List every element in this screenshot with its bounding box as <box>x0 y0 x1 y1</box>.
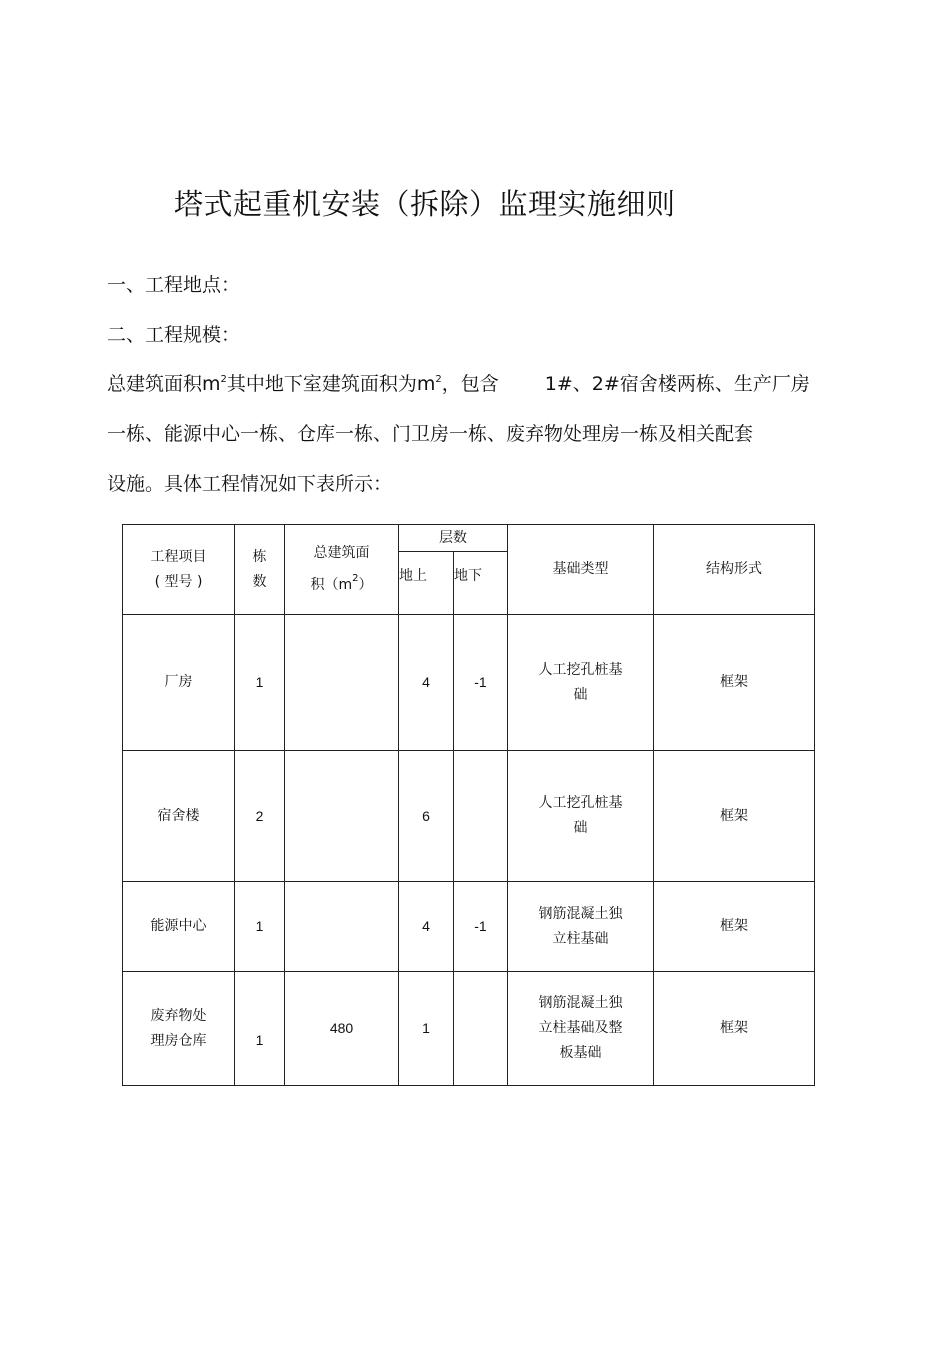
section-heading-location: 一、工程地点： <box>107 274 241 296</box>
superscript: 2 <box>220 374 227 385</box>
header-count: 栋 数 <box>235 525 285 615</box>
header-area: 总建筑面 积$(m^2)$ <box>285 525 399 615</box>
cell-count: 1 <box>235 882 285 972</box>
cell-above: 4 <box>399 615 454 751</box>
cell-structure: 框架 <box>654 615 815 751</box>
cell-structure: 框架 <box>654 751 815 882</box>
cell-foundation: 钢筋混凝土独 立柱基础及整 板基础 <box>508 972 654 1086</box>
text-total-area: 总建筑面积m <box>107 373 221 395</box>
cell-below: -1 <box>454 615 508 751</box>
header-above-ground: 地上 <box>399 552 454 615</box>
header-floors: 层数 <box>399 525 508 552</box>
cell-above: 6 <box>399 751 454 882</box>
paragraph-line-1 <box>107 369 810 396</box>
cell-below: -1 <box>454 882 508 972</box>
cell-below <box>454 751 508 882</box>
cell-name: 废弃物处 理房仓库 <box>123 972 235 1086</box>
cell-area <box>285 751 399 882</box>
paragraph-line-3: 设施。具体工程情况如下表所示： <box>107 473 393 495</box>
cell-name: 厂房 <box>123 615 235 751</box>
cell-area: 480 <box>285 972 399 1086</box>
section-heading-scale: 二、工程规模： <box>107 324 241 346</box>
header-project: 工程项目 ( 型号 ) <box>123 525 235 615</box>
table-header-row <box>123 525 815 552</box>
header-below-ground: 地下 <box>454 552 508 615</box>
table-row <box>123 615 815 751</box>
cell-foundation: 人工挖孔桩基 础 <box>508 615 654 751</box>
project-table <box>122 524 815 1086</box>
text-basement-area: 其中地下室建筑面积为m <box>226 373 436 395</box>
cell-structure: 框架 <box>654 972 815 1086</box>
text-include: ，包含 <box>441 373 499 395</box>
table-row <box>123 972 815 1086</box>
cell-above: 1 <box>399 972 454 1086</box>
cell-above: 4 <box>399 882 454 972</box>
text-buildings: 1#、2#宿舍楼两栋、生产厂房 <box>544 373 810 395</box>
cell-name: 能源中心 <box>123 882 235 972</box>
header-structure: 结构形式 <box>654 525 815 615</box>
cell-foundation: 人工挖孔桩基 础 <box>508 751 654 882</box>
cell-foundation: 钢筋混凝土独 立柱基础 <box>508 882 654 972</box>
table-row <box>123 882 815 972</box>
header-foundation: 基础类型 <box>508 525 654 615</box>
paragraph-line-2: 一栋、能源中心一栋、仓库一栋、门卫房一栋、废弃物处理房一栋及相关配套 <box>107 423 754 445</box>
cell-structure: 框架 <box>654 882 815 972</box>
cell-area <box>285 615 399 751</box>
table-row <box>123 751 815 882</box>
cell-name: 宿舍楼 <box>123 751 235 882</box>
cell-area <box>285 882 399 972</box>
page-title: 塔式起重机安装（拆除）监理实施细则 <box>174 187 676 221</box>
cell-count: 2 <box>235 751 285 882</box>
superscript: 2 <box>435 374 442 385</box>
cell-count: 1 <box>235 972 285 1086</box>
cell-count: 1 <box>235 615 285 751</box>
cell-below <box>454 972 508 1086</box>
